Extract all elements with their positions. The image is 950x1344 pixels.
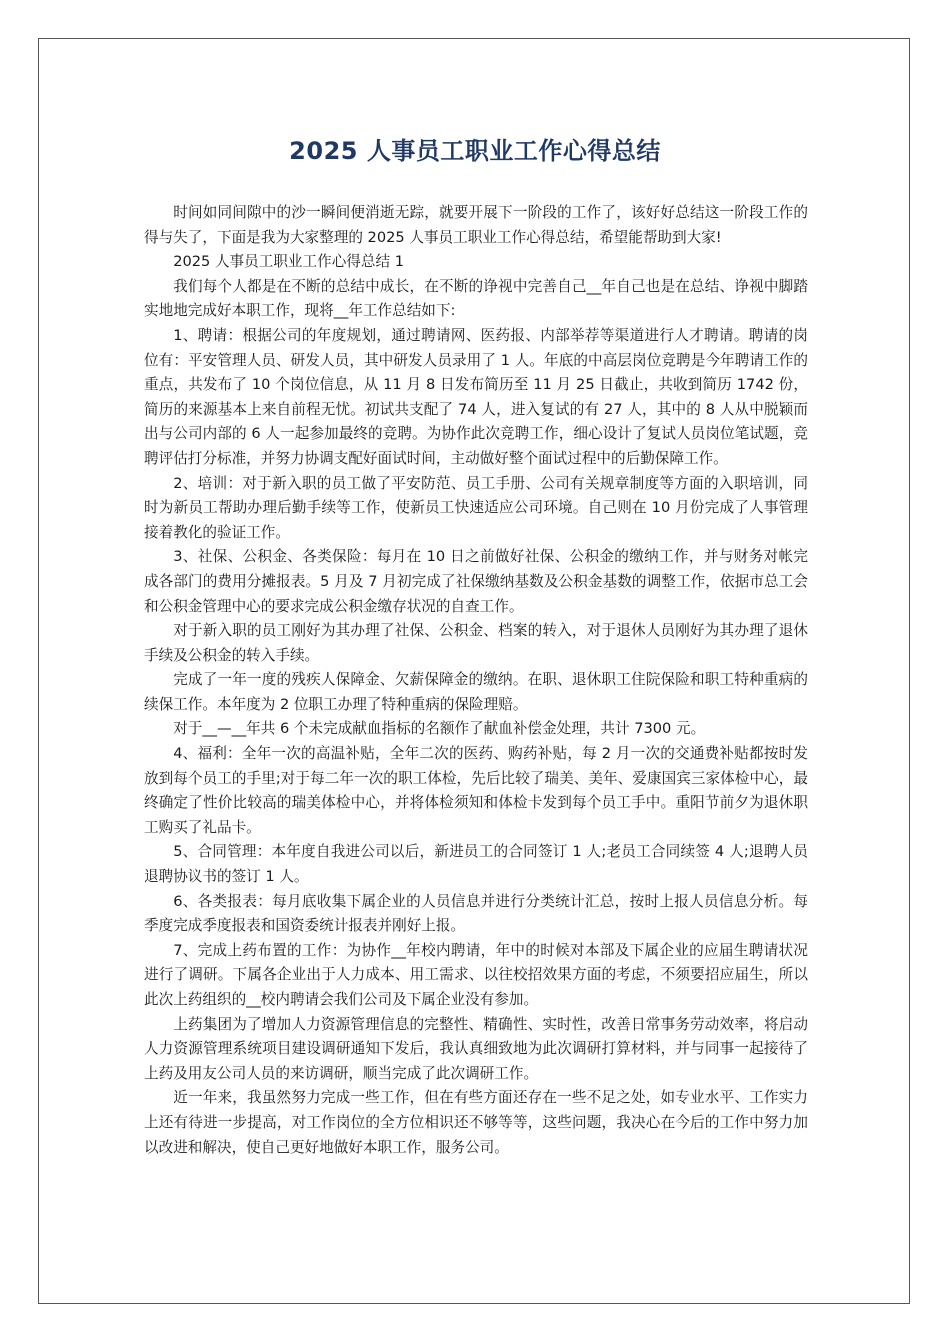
paragraph: 对于__—__年共 6 个未完成献血指标的名额作了献血补偿金处理，共计 7300 元。 <box>173 720 706 738</box>
paragraph: 我们每个人都是在不断的总结中成长，在不断的诤视中完善自己__年自己也是在总结、诤视中脚踏实地地完成好本职工作，现将__年工作总结如下: <box>144 277 808 320</box>
paragraph: 对于新入职的员工刚好为其办理了社保、公积金、档案的转入，对于退休人员刚好为其办理了退休手续及公积金的转入手续。 <box>144 622 808 664</box>
paragraph-assigned-work: 7、完成上药布置的工作：为协作__年校内聘请，年中的时候对本部及下属企业的应届生聘请状况进行了调研。下属各企业出于人力成本、用工需求、以往校招效果方面的考虑，不须要招应届生，所以此次上药组织的__校内聘请会我们公司及下属企业没有参加。 <box>144 941 808 1008</box>
paragraph: 上药集团为了增加人力资源管理信息的完整性、精确性、实时性，改善日常事务劳动效率，将启动人力资源管理系统项目建设调研通知下发后，我认真细致地为此次调研打算材料，并与同事一起接待了上药及用友公司人员的来访调研，顺当完成了此次调研工作。 <box>144 1015 808 1082</box>
document-body <box>144 201 808 1160</box>
paragraph: 完成了一年一度的残疾人保障金、欠薪保障金的缴纳。在职、退休职工住院保险和职工特种重病的续保工作。本年度为 2 位职工办理了特种重病的保险理赔。 <box>144 671 808 713</box>
paragraph-welfare: 4、福利：全年一次的高温补贴，全年二次的医药、购药补贴，每 2 月一次的交通费补贴都按时发放到每个员工的手里;对于每二年一次的职工体检，先后比较了瑞美、美年、爱康国宾三家体检中心，最终确定了性价比较高的瑞美体检中心，并将体检须知和体检卡发到每个员工手中。重阳节前夕为退休职工购买了礼品卡。 <box>144 745 808 836</box>
document-title: 2025 人事员工职业工作心得总结 <box>289 137 661 165</box>
paragraph-social-insurance: 3、社保、公积金、各类保险：每月在 10 日之前做好社保、公积金的缴纳工作，并与财务对帐完成各部门的费用分摊报表。5 月及 7 月初完成了社保缴纳基数及公积金基数的调整工作，依据市总工会和公积金管理中心的要求完成公积金缴存状况的自查工作。 <box>144 548 808 615</box>
paragraph-training: 2、培训：对于新入职的员工做了平安防范、员工手册、公司有关规章制度等方面的入职培训，同时为新员工帮助办理后勤手续等工作，使新员工快速适应公司环境。自己则在 10 月份完成了人事管理接着教化的验证工作。 <box>144 474 808 541</box>
paragraph-recruitment: 1、聘请：根据公司的年度规划，通过聘请网、医药报、内部举荐等渠道进行人才聘请。聘请的岗位有：平安管理人员、研发人员，其中研发人员录用了 1 人。年底的中高层岗位竞聘是今年聘请工作的重点，共发布了 10 个岗位信息，从 11 月 8 日发布简历至 11 月 25 日截止，共收到简历 1742 份，简历的来源基本上来自前程无忧。初试共支配了 74 人，进入复试的有 27 人，其中的 8 人从中脱颖而出与公司内部的 6 人一起参加最终的竞聘。为协作此次竞聘工作，细心设计了复试人员岗位笔试题，竞聘评估打分标准，并努力协调支配好面试时间，主动做好整个面试过程中的后勤保障工作。 <box>144 326 808 467</box>
paragraph-intro: 时间如同间隙中的沙一瞬间便消逝无踪，就要开展下一阶段的工作了，该好好总结这一阶段工作的得与失了，下面是我为大家整理的 2025 人事员工职业工作心得总结，希望能帮助到大家! <box>144 204 808 246</box>
paragraph-contracts: 5、合同管理：本年度自我进公司以后，新进员工的合同签订 1 人;老员工合同续签 4 人;退聘人员退聘协议书的签订 1 人。 <box>144 843 808 886</box>
paragraph-reports: 6、各类报表：每月底收集下属企业的人员信息并进行分类统计汇总，按时上报人员信息分析。每季度完成季度报表和国资委统计报表并刚好上报。 <box>144 892 808 935</box>
section-heading: 2025 人事员工职业工作心得总结 1 <box>173 253 405 271</box>
paragraph-conclusion: 近一年来，我虽然努力完成一些工作，但在有些方面还存在一些不足之处，如专业水平、工作实力上还有待进一步提高，对工作岗位的全方位相识还不够等等，这些问题，我决心在今后的工作中努力加以改进和解决，使自己更好地做好本职工作，服务公司。 <box>144 1089 808 1156</box>
